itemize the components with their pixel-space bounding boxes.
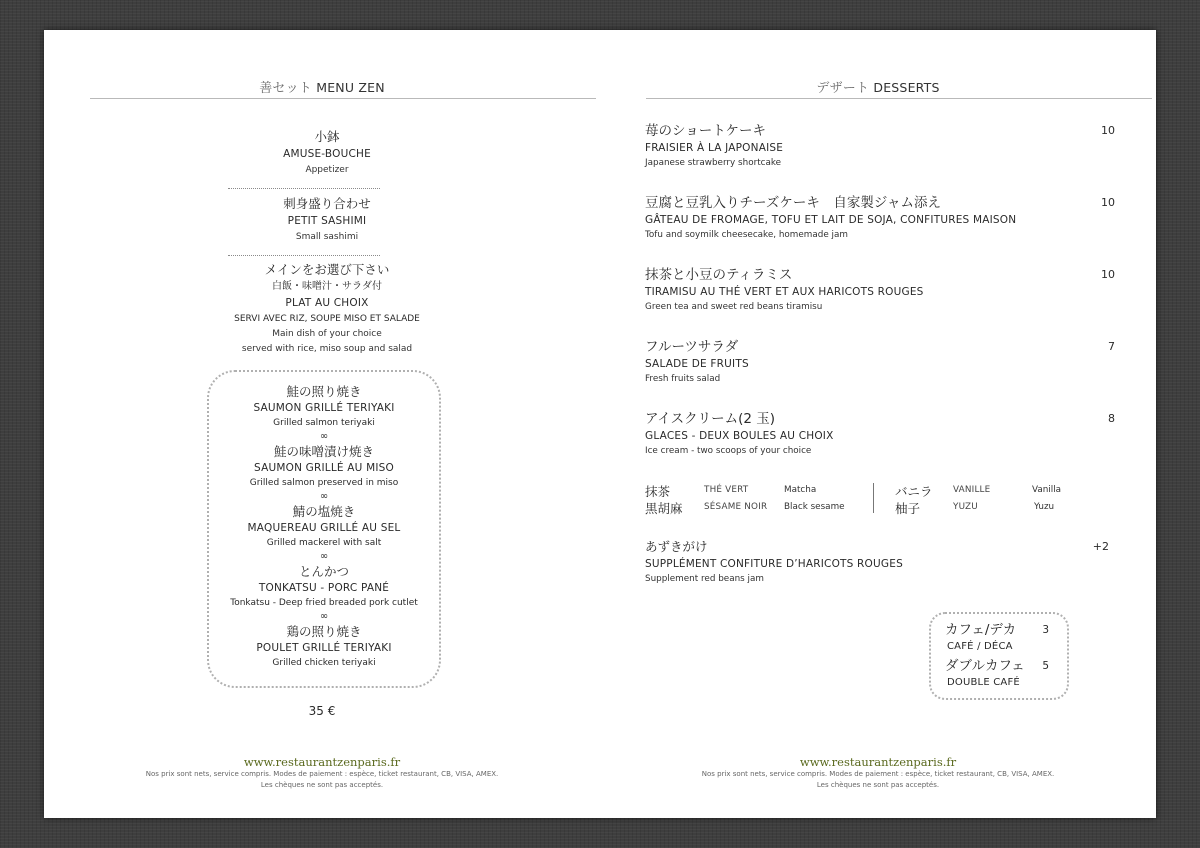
supplement-red-beans <box>645 538 1115 586</box>
main-item-chicken-teriyaki <box>209 623 439 670</box>
main-item-mackerel <box>209 503 439 550</box>
flavor-column-divider <box>873 483 874 513</box>
main-jp: 鶏の照り焼き <box>286 624 362 639</box>
flavor-jp: 抹茶 <box>645 484 671 499</box>
menu-zen-price: 35 € <box>308 704 336 718</box>
menu-sheet <box>44 30 1156 818</box>
main-en: Grilled chicken teriyaki <box>272 658 376 668</box>
ice-cream-flavors <box>645 482 1115 522</box>
dessert-price: 10 <box>1101 196 1115 209</box>
coffee-item-double-cafe <box>945 658 1057 690</box>
dessert-fr: FRAISIER À LA JAPONAISE <box>645 142 784 154</box>
section-title-fr: MENU ZEN <box>316 80 385 95</box>
section-divider <box>646 98 1152 99</box>
course-fr: PETIT SASHIMI <box>287 215 367 227</box>
dessert-item-cheesecake <box>645 194 1115 242</box>
dotted-divider <box>228 255 380 256</box>
main-en: Tonkatsu - Deep fried breaded pork cutlet <box>230 598 418 608</box>
main-fr: MAQUEREAU GRILLÉ AU SEL <box>247 522 401 534</box>
flavor-jp: 柚子 <box>895 501 921 516</box>
supplement-price: +2 <box>1092 540 1109 553</box>
course-sashimi <box>227 195 427 245</box>
supplement-jp: あずきがけ <box>645 539 708 554</box>
course-fr: AMUSE-BOUCHE <box>283 148 371 160</box>
main-en: Grilled salmon teriyaki <box>273 418 375 428</box>
plat-en: Main dish of your choice <box>272 329 382 339</box>
plat-fr-sub: SERVI AVEC RIZ, SOUPE MISO ET SALADE <box>234 314 420 324</box>
main-fr: TONKATSU - PORC PANÉ <box>258 582 390 594</box>
flavor-en: Matcha <box>784 485 817 495</box>
plat-jp-sub: 白飯・味噌汁・サラダ付 <box>272 281 382 292</box>
payment-note: Nos prix sont nets, service compris. Modes de paiement : espèce, ticket restaurant, CB, VISA, AMEX. <box>701 770 1055 778</box>
flavor-en: Yuzu <box>1034 502 1055 512</box>
section-title-jp: 善セット <box>259 81 313 96</box>
dessert-jp: 豆腐と豆乳入りチーズケーキ 自家製ジャム添え <box>645 195 942 211</box>
dessert-fr: TIRAMISU AU THÉ VERT ET AUX HARICOTS ROUGES <box>645 286 924 298</box>
coffee-jp: カフェ/デカ <box>945 622 1017 638</box>
dessert-jp: フルーツサラダ <box>645 339 739 355</box>
infinity-separator: ∞ <box>319 491 329 502</box>
main-en: Grilled mackerel with salt <box>266 538 382 548</box>
dessert-item-strawberry-shortcake <box>645 122 1115 170</box>
dessert-fr: SALADE DE FRUITS <box>645 358 749 370</box>
plat-fr: PLAT AU CHOIX <box>285 297 369 309</box>
supplement-en: Supplement red beans jam <box>645 574 764 584</box>
infinity-separator: ∞ <box>319 551 329 562</box>
flavor-jp: バニラ <box>895 484 933 499</box>
coffee-box <box>929 612 1069 700</box>
coffee-item-cafe-deca <box>945 622 1057 654</box>
coffee-fr: DOUBLE CAFÉ <box>947 677 1020 688</box>
main-fr: SAUMON GRILLÉ AU MISO <box>254 462 394 474</box>
page-footer <box>600 755 1156 791</box>
main-fr: SAUMON GRILLÉ TERIYAKI <box>253 402 395 414</box>
coffee-jp: ダブルカフェ <box>945 658 1025 674</box>
dessert-jp: 苺のショートケーキ <box>645 123 766 139</box>
infinity-separator: ∞ <box>319 431 329 442</box>
course-jp: 小鉢 <box>314 129 340 144</box>
main-item-salmon-miso <box>209 443 439 490</box>
dessert-jp: アイスクリーム(2 玉) <box>645 411 776 427</box>
cheque-note: Les chèques ne sont pas acceptés. <box>816 781 940 789</box>
payment-note: Nos prix sont nets, service compris. Modes de paiement : espèce, ticket restaurant, CB, VISA, AMEX. <box>145 770 499 778</box>
infinity-separator: ∞ <box>319 611 329 622</box>
section-title-menu-zen <box>44 77 600 96</box>
dessert-en: Green tea and sweet red beans tiramisu <box>645 302 823 312</box>
flavor-fr: YUZU <box>953 502 978 512</box>
supplement-fr: SUPPLÉMENT CONFITURE D’HARICOTS ROUGES <box>645 558 903 570</box>
flavor-fr: VANILLE <box>953 485 991 495</box>
flavor-en: Vanilla <box>1032 485 1062 495</box>
dessert-item-tiramisu <box>645 266 1115 314</box>
dessert-jp: 抹茶と小豆のティラミス <box>645 267 793 283</box>
page-footer <box>44 755 600 791</box>
section-title-fr: DESSERTS <box>873 80 940 95</box>
flavor-jp: 黒胡麻 <box>645 501 683 516</box>
coffee-price: 3 <box>1042 624 1049 636</box>
desserts-page <box>600 30 1156 818</box>
course-plat-au-choix <box>227 261 427 357</box>
plat-en-sub: served with rice, miso soup and salad <box>241 344 413 354</box>
plat-jp: メインをお選び下さい <box>264 262 390 277</box>
dessert-price: 7 <box>1108 340 1115 353</box>
flavor-fr: SÉSAME NOIR <box>704 502 768 512</box>
dessert-en: Fresh fruits salad <box>645 374 721 384</box>
website-link[interactable]: www.restaurantzenparis.fr <box>799 755 957 769</box>
dessert-fr: GÂTEAU DE FROMAGE, TOFU ET LAIT DE SOJA, CONFITURES MAISON <box>645 214 1017 226</box>
website-link[interactable]: www.restaurantzenparis.fr <box>243 755 401 769</box>
flavor-en: Black sesame <box>784 502 845 512</box>
menu-zen-page <box>44 30 600 818</box>
main-jp: 鮭の味噌漬け焼き <box>273 444 374 459</box>
coffee-fr: CAFÉ / DÉCA <box>947 641 1013 652</box>
dessert-en: Tofu and soymilk cheesecake, homemade jam <box>645 230 848 240</box>
course-en: Appetizer <box>305 165 349 175</box>
main-jp: 鮭の照り焼き <box>286 384 362 399</box>
main-choices-box <box>207 370 441 688</box>
flavor-fr: THÉ VERT <box>704 485 749 495</box>
dotted-divider <box>228 188 380 189</box>
section-divider <box>90 98 596 99</box>
dessert-price: 10 <box>1101 124 1115 137</box>
main-item-salmon-teriyaki <box>209 383 439 430</box>
section-title-jp: デザート <box>816 81 870 96</box>
main-item-tonkatsu <box>209 563 439 610</box>
coffee-price: 5 <box>1042 660 1049 672</box>
dessert-item-ice-cream <box>645 410 1115 458</box>
dessert-price: 8 <box>1108 412 1115 425</box>
dessert-price: 10 <box>1101 268 1115 281</box>
dessert-item-fruit-salad <box>645 338 1115 386</box>
cheque-note: Les chèques ne sont pas acceptés. <box>260 781 384 789</box>
main-en: Grilled salmon preserved in miso <box>249 478 399 488</box>
main-jp: 鯖の塩焼き <box>292 504 356 519</box>
main-fr: POULET GRILLÉ TERIYAKI <box>256 642 392 654</box>
course-amuse-bouche <box>227 128 427 178</box>
course-en: Small sashimi <box>295 232 359 242</box>
main-jp: とんかつ <box>298 564 349 579</box>
dessert-en: Japanese strawberry shortcake <box>645 158 782 168</box>
dessert-en: Ice cream - two scoops of your choice <box>645 446 812 456</box>
course-jp: 刺身盛り合わせ <box>283 196 371 211</box>
dessert-fr: GLACES - DEUX BOULES AU CHOIX <box>645 430 834 442</box>
section-title-desserts <box>600 77 1156 96</box>
